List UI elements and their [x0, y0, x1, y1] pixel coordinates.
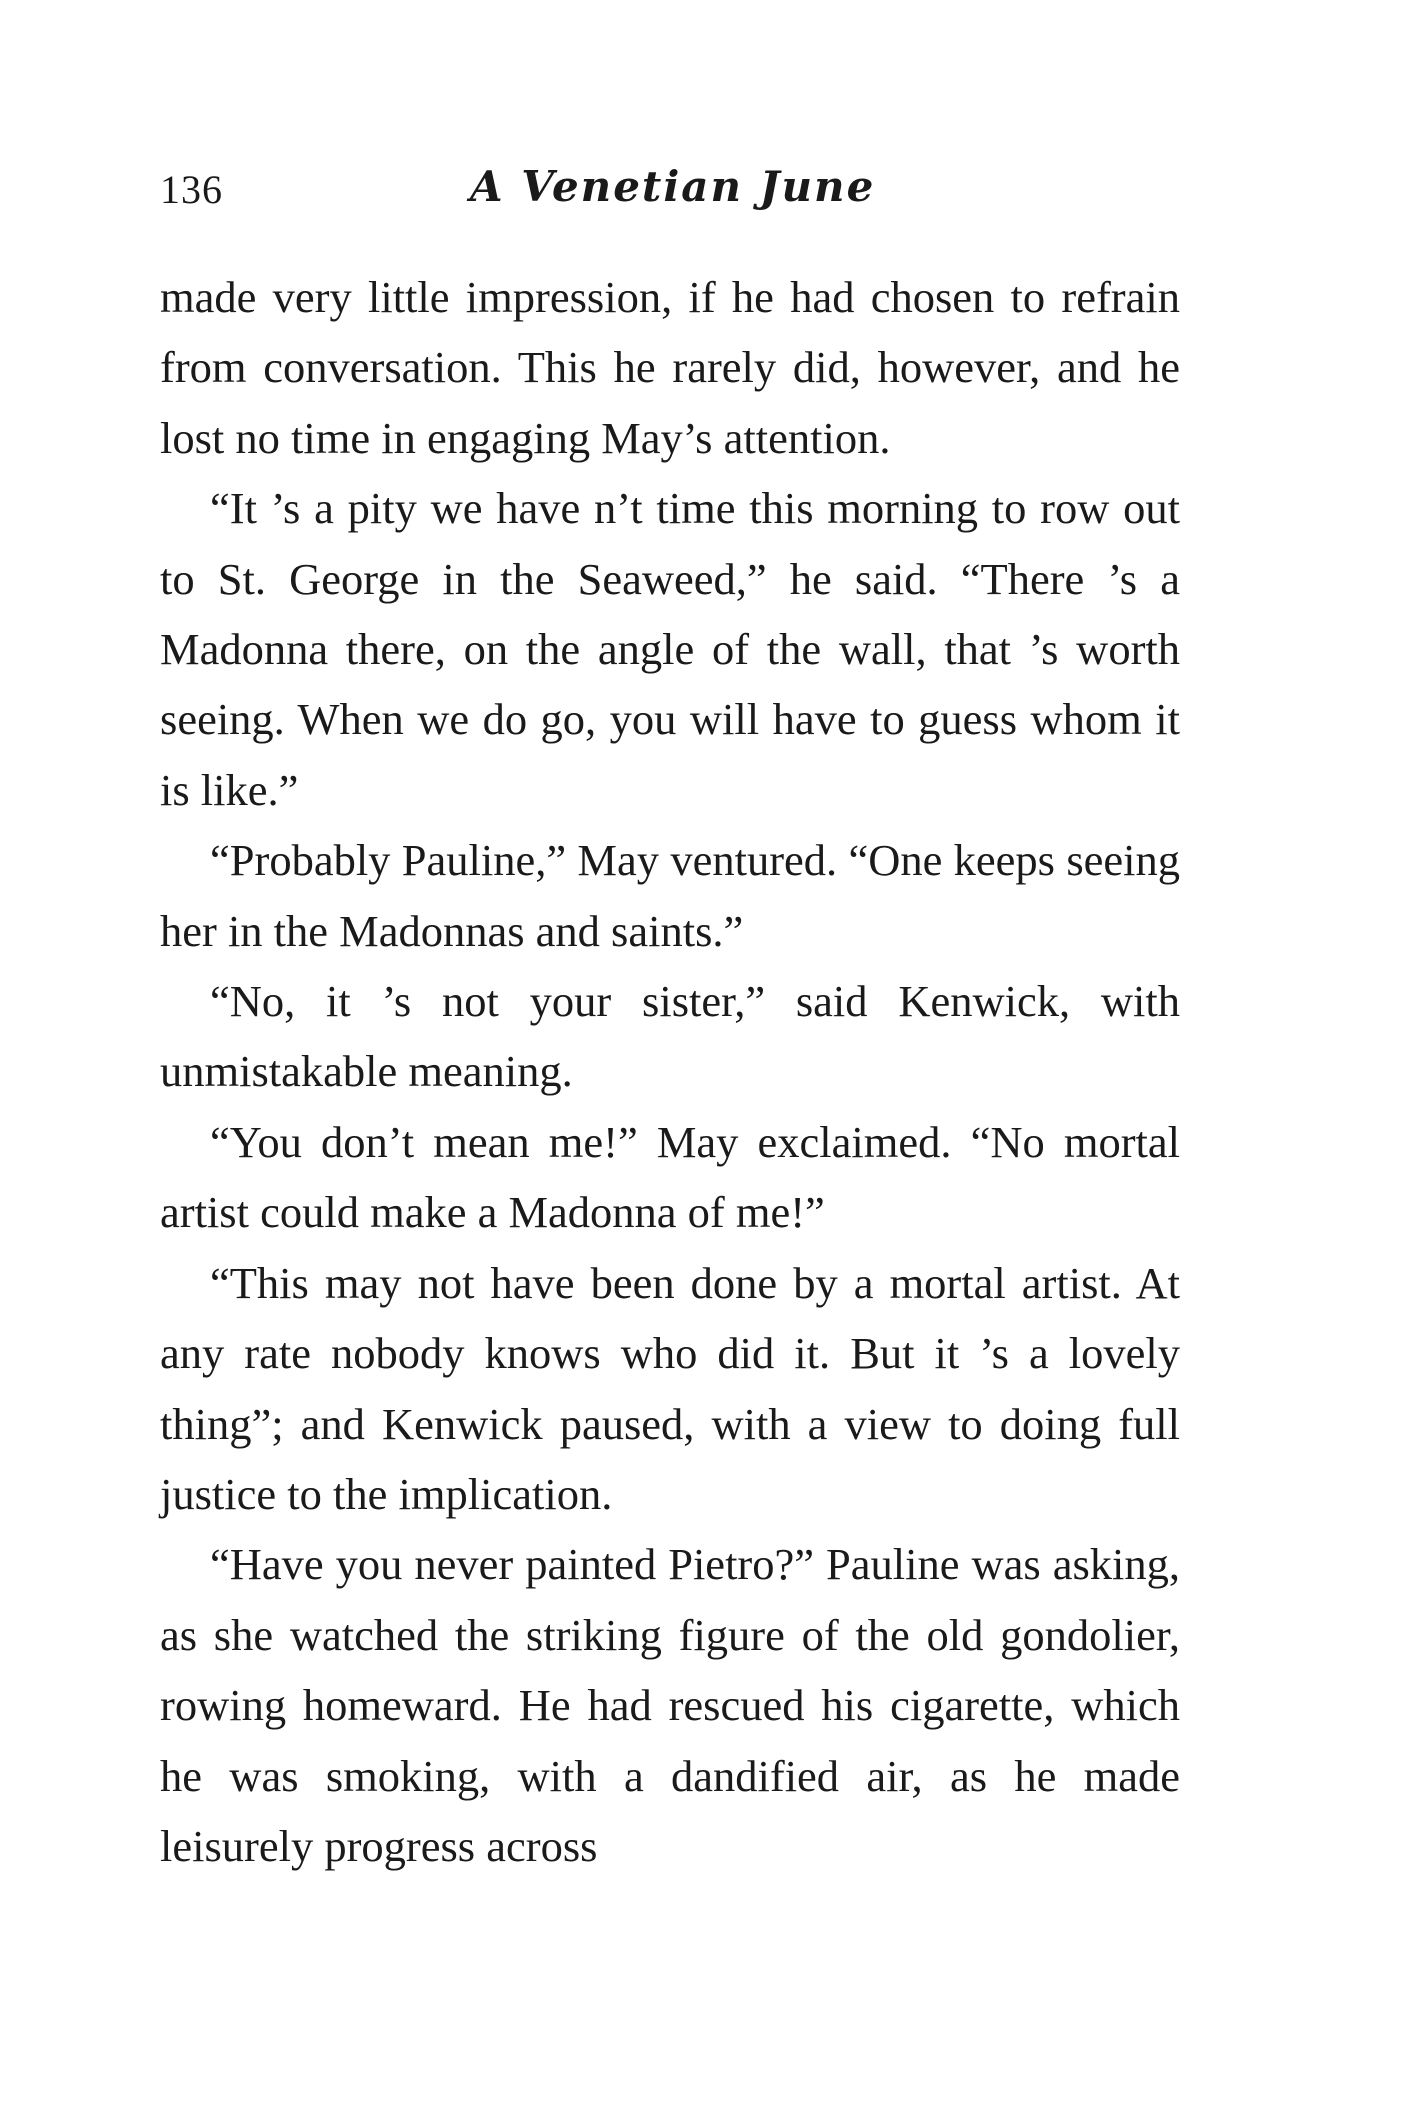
- running-title: A Venetian June: [470, 162, 876, 211]
- paragraph-3: “Probably Pauline,” May ventured. “One keeps seeing her in the Madonnas and saints.”: [160, 835, 1180, 956]
- paragraph-7: “Have you never painted Pietro?” Pauline was asking, as she watched the striking figure of the old gondolier, rowing homeward. He had rescued his cigarette, which he was smoking, with a dandified air, as he made leisurely progress across: [160, 1539, 1180, 1871]
- body-text: [160, 262, 1180, 1881]
- paragraph-1: made very little impression, if he had chosen to refrain from conversation. This he rarely did, however, and he lost no time in engaging May’s attention.: [160, 272, 1180, 463]
- paragraph-4: “No, it ’s not your sister,” said Kenwick, with unmistakable meaning.: [160, 976, 1180, 1097]
- paragraph-2: “It ’s a pity we have n’t time this morning to row out to St. George in the Seaweed,” he said. “There ’s a Madonna there, on the angle of the wall, that ’s worth seeing. When we do go, you will have to guess whom it is like.”: [160, 483, 1180, 815]
- page-header: [160, 162, 1180, 226]
- paragraph-5: “You don’t mean me!” May exclaimed. “No mortal artist could make a Madonna of me!”: [160, 1116, 1180, 1238]
- page-number: 136: [160, 167, 223, 212]
- paragraph-6: “This may not have been done by a mortal artist. At any rate nobody knows who did it. But it ’s a lovely thing”; and Kenwick paused, with a view to doing full justice to the implication.: [160, 1257, 1180, 1519]
